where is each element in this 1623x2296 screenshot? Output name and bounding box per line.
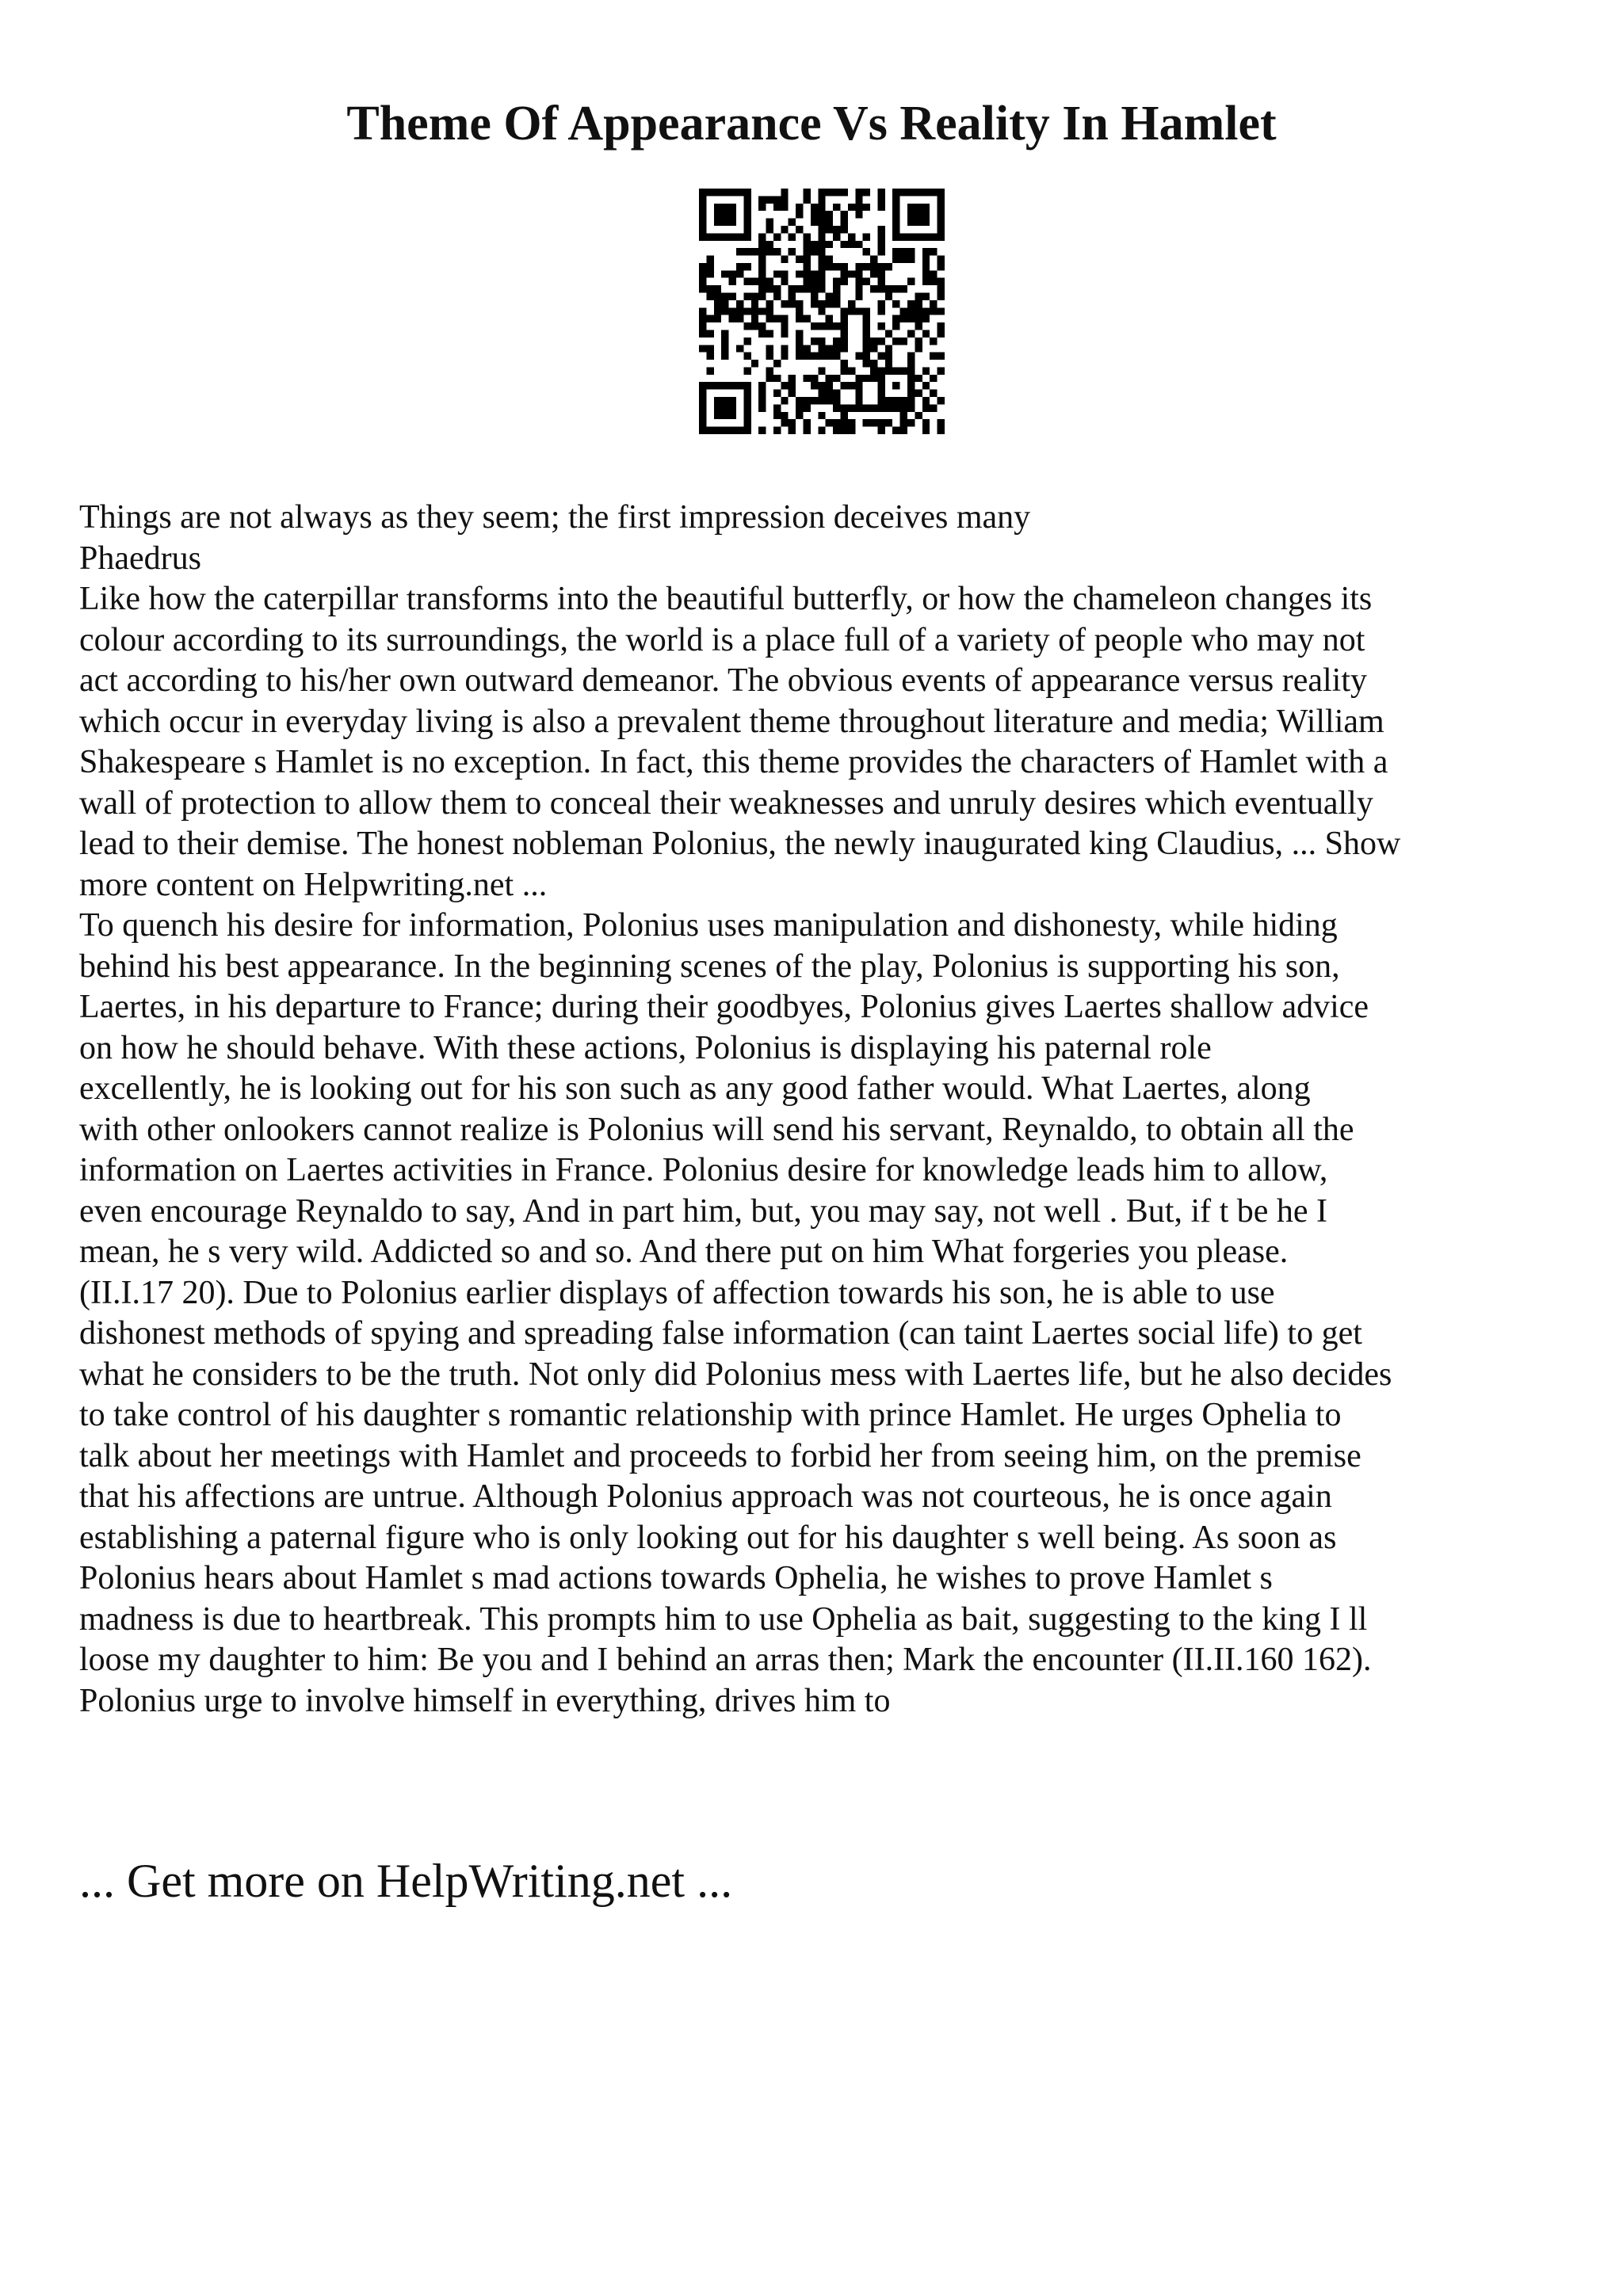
body-line: more content on Helpwriting.net ... (79, 866, 548, 903)
body-line: behind his best appearance. In the beginning scenes of the play, Polonius is supporting his son, (79, 948, 1340, 985)
body-line: Things are not always as they seem; the first impression deceives many (79, 499, 1031, 536)
body-line: talk about her meetings with Hamlet and proceeds to forbid her from seeing him, on the premise (79, 1437, 1361, 1474)
body-line: to take control of his daughter s romantic relationship with prince Hamlet. He urges Ophelia to (79, 1397, 1342, 1433)
body-line: Like how the caterpillar transforms into the beautiful butterfly, or how the chameleon changes its (79, 581, 1373, 617)
qr-code-graphic (699, 189, 945, 434)
body-line: even encourage Reynaldo to say, And in part him, but, you may say, not well . But, if t be he I (79, 1192, 1328, 1230)
body-line: (II.I.17 20). Due to Polonius earlier displays of affection towards his son, he is able to use (79, 1274, 1275, 1311)
article-body (79, 498, 1553, 1722)
body-line: Shakespeare s Hamlet is no exception. In fact, this theme provides the characters of Hamlet with a (79, 744, 1388, 780)
body-line: on how he should behave. With these actions, Polonius is displaying his paternal role (79, 1029, 1212, 1066)
body-line: that his affections are untrue. Although Polonius approach was not courteous, he is once again (79, 1478, 1332, 1515)
body-line: establishing a paternal figure who is only looking out for his daughter s well being. As soon as (79, 1519, 1337, 1556)
body-line: lead to their demise. The honest nobleman Polonius, the newly inaugurated king Claudius, ... Show (79, 826, 1401, 862)
body-line: Phaedrus (79, 540, 201, 577)
body-line: loose my daughter to him: Be you and I behind an arras then; Mark the encounter (II.II.160 162). (79, 1642, 1372, 1678)
body-line: colour according to its surroundings, the world is a place full of a variety of people who may not (79, 621, 1365, 658)
body-line: madness is due to heartbreak. This prompts him to use Ophelia as bait, suggesting to the king I ll (79, 1600, 1368, 1638)
qr-code-icon[interactable] (699, 189, 945, 434)
body-line: mean, he s very wild. Addicted so and so. And there put on him What forgeries you please. (79, 1234, 1289, 1270)
body-line: Polonius urge to involve himself in everything, drives him to (79, 1682, 891, 1719)
body-line: Laertes, in his departure to France; during their goodbyes, Polonius gives Laertes shallow advice (79, 989, 1369, 1025)
body-line: wall of protection to allow them to conceal their weaknesses and unruly desires which eventually (79, 784, 1373, 822)
get-more-link[interactable]: ... Get more on HelpWriting.net ... (79, 1855, 733, 1907)
body-line: act according to his/her own outward demeanor. The obvious events of appearance versus reality (79, 662, 1367, 699)
body-line: dishonest methods of spying and spreading false information (can taint Laertes social life) to get (79, 1315, 1362, 1352)
body-line: what he considers to be the truth. Not only did Polonius mess with Laertes life, but he also decides (79, 1356, 1392, 1393)
body-line: information on Laertes activities in France. Polonius desire for knowledge leads him to allow, (79, 1152, 1328, 1188)
page-title: Theme Of Appearance Vs Reality In Hamlet (346, 97, 1277, 151)
body-line: To quench his desire for information, Polonius uses manipulation and dishonesty, while hiding (79, 907, 1338, 944)
body-line: Polonius hears about Hamlet s mad actions towards Ophelia, he wishes to prove Hamlet s (79, 1560, 1273, 1596)
body-line: which occur in everyday living is also a prevalent theme throughout literature and media; William (79, 703, 1384, 740)
body-line: with other onlookers cannot realize is Polonius will send his servant, Reynaldo, to obtain all the (79, 1111, 1354, 1148)
body-line: excellently, he is looking out for his son such as any good father would. What Laertes, along (79, 1070, 1311, 1107)
